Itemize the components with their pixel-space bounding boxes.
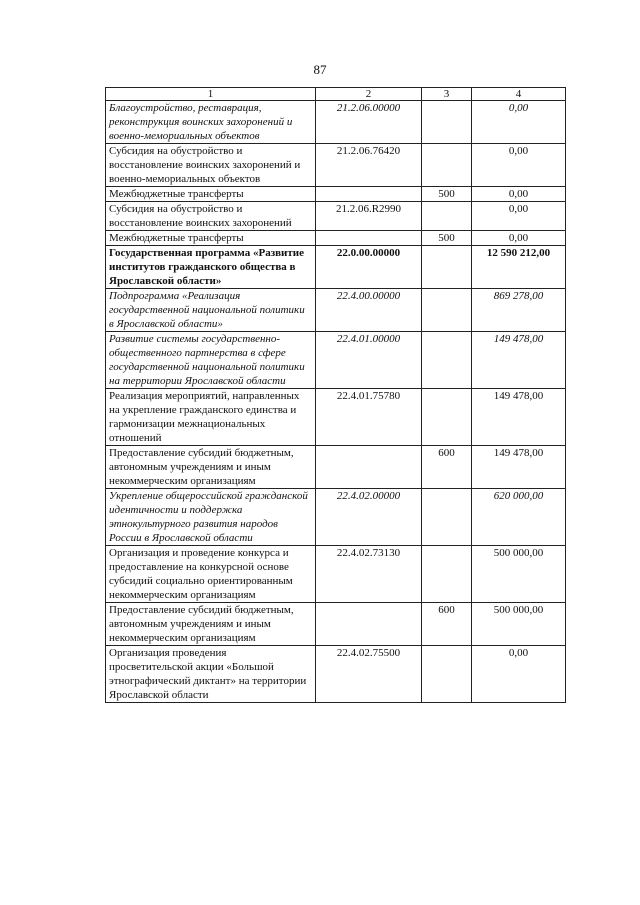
cell-expense-type [422,332,472,389]
cell-name: Государственная программа «Развитие институтов гражданского общества в Ярославской области» [106,246,316,289]
cell-code: 22.4.02.00000 [316,489,422,546]
table-body [106,101,566,703]
cell-name: Подпрограмма «Реализация государственной национальной политики в Ярославской области» [106,289,316,332]
cell-amount: 149 478,00 [472,446,566,489]
cell-amount: 869 278,00 [472,289,566,332]
cell-name: Предоставление субсидий бюджетным, автономным учреждениям и иным некоммерческим организациям [106,603,316,646]
cell-expense-type [422,289,472,332]
cell-code: 22.4.02.75500 [316,646,422,703]
table-row [106,446,566,489]
table-row [106,546,566,603]
header-col-1: 1 [106,88,316,101]
table-row [106,144,566,187]
table-row [106,101,566,144]
cell-name: Укрепление общероссийской гражданской идентичности и поддержка этнокультурного развития народов России в Ярославской области [106,489,316,546]
cell-code: 22.4.02.73130 [316,546,422,603]
cell-name: Благоустройство, реставрация, реконструкция воинских захоронений и военно-мемориальных объектов [106,101,316,144]
cell-expense-type [422,389,472,446]
cell-amount: 0,00 [472,646,566,703]
cell-code: 22.0.00.00000 [316,246,422,289]
cell-code: 22.4.01.75780 [316,389,422,446]
cell-amount: 500 000,00 [472,603,566,646]
cell-expense-type [422,246,472,289]
cell-expense-type [422,489,472,546]
cell-name: Предоставление субсидий бюджетным, автономным учреждениям и иным некоммерческим организациям [106,446,316,489]
table-row [106,246,566,289]
table-row [106,332,566,389]
cell-expense-type: 500 [422,187,472,202]
header-col-4: 4 [472,88,566,101]
cell-name: Реализация мероприятий, направленных на укрепление гражданского единства и гармонизации межнациональных отношений [106,389,316,446]
page-number: 87 [313,62,327,77]
cell-name: Субсидия на обустройство и восстановление воинских захоронений [106,202,316,231]
cell-amount: 0,00 [472,231,566,246]
cell-code: 22.4.00.00000 [316,289,422,332]
table-row [106,389,566,446]
cell-amount: 500 000,00 [472,546,566,603]
cell-code [316,446,422,489]
cell-expense-type [422,646,472,703]
budget-table [105,87,566,703]
cell-amount: 149 478,00 [472,332,566,389]
cell-amount: 620 000,00 [472,489,566,546]
cell-code: 21.2.06.00000 [316,101,422,144]
cell-amount: 0,00 [472,144,566,187]
table-row [106,489,566,546]
cell-name: Организация и проведение конкурса и предоставление на конкурсной основе субсидий социально ориентированным некоммерческим организациям [106,546,316,603]
cell-name: Развитие системы государственно-общественного партнерства в сфере государственной национальной политики на территории Ярославской области [106,332,316,389]
cell-expense-type: 600 [422,446,472,489]
cell-name: Межбюджетные трансферты [106,187,316,202]
cell-name: Межбюджетные трансферты [106,231,316,246]
header-col-3: 3 [422,88,472,101]
table-row [106,187,566,202]
table-row [106,646,566,703]
table-row [106,603,566,646]
table-row [106,231,566,246]
cell-amount: 0,00 [472,101,566,144]
table-header [106,88,566,101]
cell-code [316,231,422,246]
cell-amount: 0,00 [472,202,566,231]
cell-name: Субсидия на обустройство и восстановление воинских захоронений и военно-мемориальных объектов [106,144,316,187]
cell-expense-type [422,202,472,231]
cell-name: Организация проведения просветительской акции «Большой этнографический диктант» на территории Ярославской области [106,646,316,703]
cell-expense-type: 500 [422,231,472,246]
cell-code [316,187,422,202]
cell-amount: 0,00 [472,187,566,202]
cell-amount: 12 590 212,00 [472,246,566,289]
header-row [106,88,566,101]
cell-expense-type: 600 [422,603,472,646]
cell-expense-type [422,101,472,144]
cell-code: 22.4.01.00000 [316,332,422,389]
cell-code: 21.2.06.R2990 [316,202,422,231]
cell-amount: 149 478,00 [472,389,566,446]
cell-expense-type [422,144,472,187]
table-row [106,202,566,231]
cell-expense-type [422,546,472,603]
header-col-2: 2 [316,88,422,101]
table-row [106,289,566,332]
cell-code: 21.2.06.76420 [316,144,422,187]
cell-code [316,603,422,646]
